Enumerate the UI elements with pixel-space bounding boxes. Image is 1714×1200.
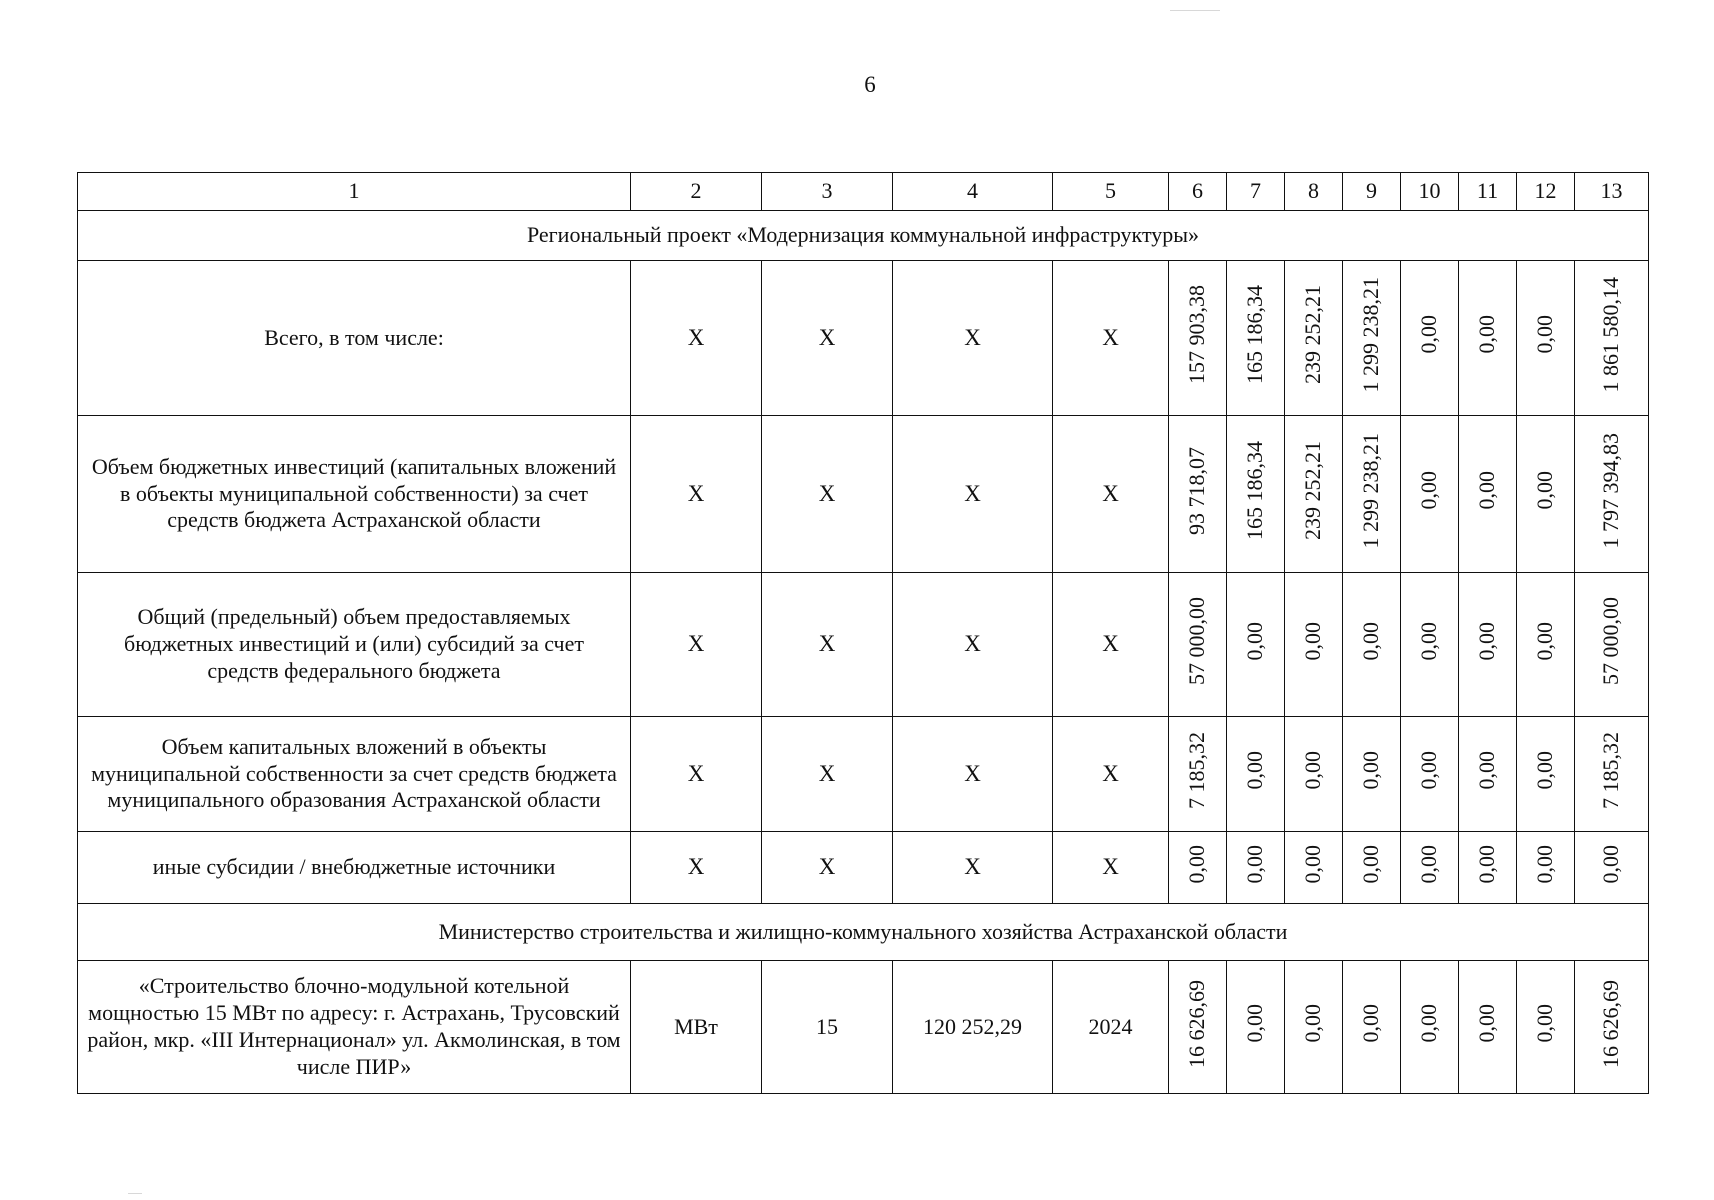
value-cell (1169, 717, 1227, 832)
value-text: 0,00 (1474, 471, 1500, 510)
value-text: 0,00 (1358, 1004, 1384, 1043)
value-text: 165 186,34 (1242, 441, 1268, 541)
value-cell (1285, 573, 1343, 717)
value-cell (1459, 573, 1517, 717)
value-cell (1169, 416, 1227, 573)
value-cell (1401, 961, 1459, 1094)
value-cell (1401, 573, 1459, 717)
scan-mark-bottom (128, 1193, 142, 1194)
value-text: 1 861 580,14 (1598, 276, 1624, 393)
column-number-row (78, 173, 1649, 211)
col-number-header: 12 (1517, 173, 1575, 211)
cell-capacity: 15 (762, 961, 893, 1094)
table-row (78, 832, 1649, 904)
value-text: 0,00 (1300, 751, 1326, 790)
section-title: Министерство строительства и жилищно-коммунального хозяйства Астраханской области (78, 904, 1649, 961)
value-cell (1575, 573, 1649, 717)
col-number-header: 3 (762, 173, 893, 211)
value-text: 0,00 (1300, 1004, 1326, 1043)
table-row (78, 416, 1649, 573)
value-cell (1575, 416, 1649, 573)
value-text: 57 000,00 (1598, 597, 1624, 686)
value-text: 16 626,69 (1184, 979, 1210, 1068)
col-number-header: 9 (1343, 173, 1401, 211)
value-cell (1169, 261, 1227, 416)
value-cell (1227, 573, 1285, 717)
value-cell (1517, 416, 1575, 573)
value-text: 0,00 (1532, 844, 1558, 884)
value-cell (1285, 832, 1343, 904)
section-title: Региональный проект «Модернизация коммунальной инфраструктуры» (78, 211, 1649, 261)
value-cell (1459, 261, 1517, 416)
value-cell (1343, 416, 1401, 573)
cell-capacity: Х (762, 416, 893, 573)
value-text: 0,00 (1184, 844, 1210, 884)
section-header-row (78, 904, 1649, 961)
value-text: 7 185,32 (1184, 732, 1210, 810)
value-cell (1285, 717, 1343, 832)
col-number-header: 6 (1169, 173, 1227, 211)
value-cell (1227, 832, 1285, 904)
value-text: 0,00 (1474, 844, 1500, 884)
row-label: Объем бюджетных инвестиций (капитальных вложений в объекты муниципальной собственности) за счет средств бюджета Астраханской области (78, 416, 631, 573)
value-cell (1575, 717, 1649, 832)
value-cell (1459, 832, 1517, 904)
value-text: 0,00 (1474, 1004, 1500, 1043)
col-number-header: 8 (1285, 173, 1343, 211)
value-text: 165 186,34 (1242, 285, 1268, 385)
cell-capacity: Х (762, 832, 893, 904)
value-cell (1459, 961, 1517, 1094)
value-cell (1517, 832, 1575, 904)
value-cell (1401, 717, 1459, 832)
cell-year: Х (1053, 832, 1169, 904)
value-cell (1169, 832, 1227, 904)
col-number-header: 1 (78, 173, 631, 211)
cell-cost: Х (893, 416, 1053, 573)
value-text: 16 626,69 (1598, 979, 1624, 1068)
table-row (78, 261, 1649, 416)
value-text: 0,00 (1598, 844, 1624, 884)
value-text: 0,00 (1532, 751, 1558, 790)
cell-unit: Х (631, 573, 762, 717)
value-cell (1459, 416, 1517, 573)
cell-cost: Х (893, 261, 1053, 416)
value-text: 0,00 (1358, 844, 1384, 884)
value-cell (1343, 261, 1401, 416)
value-text: 239 252,21 (1300, 441, 1326, 541)
value-text: 157 903,38 (1184, 285, 1210, 385)
value-text: 0,00 (1242, 1004, 1268, 1043)
value-text: 0,00 (1416, 315, 1442, 354)
value-text: 93 718,07 (1184, 446, 1210, 535)
cell-year: Х (1053, 261, 1169, 416)
cell-year: Х (1053, 416, 1169, 573)
table-row (78, 961, 1649, 1094)
row-label: «Строительство блочно-модульной котельной мощностью 15 МВт по адресу: г. Астрахань, Трусовский район, мкр. «III Интернационал» ул. Акмолинская, в том числе ПИР» (78, 961, 631, 1094)
value-text: 57 000,00 (1184, 597, 1210, 686)
col-number-header: 10 (1401, 173, 1459, 211)
value-cell (1401, 832, 1459, 904)
cell-cost: Х (893, 573, 1053, 717)
col-number-header: 4 (893, 173, 1053, 211)
value-cell (1517, 573, 1575, 717)
col-number-header: 2 (631, 173, 762, 211)
value-cell (1401, 261, 1459, 416)
value-text: 0,00 (1416, 1004, 1442, 1043)
value-text: 0,00 (1242, 751, 1268, 790)
value-cell (1459, 717, 1517, 832)
value-cell (1227, 416, 1285, 573)
value-cell (1227, 961, 1285, 1094)
value-cell (1285, 416, 1343, 573)
col-number-header: 11 (1459, 173, 1517, 211)
section-header-row (78, 211, 1649, 261)
value-cell (1517, 261, 1575, 416)
value-text: 239 252,21 (1300, 285, 1326, 385)
value-text: 0,00 (1416, 471, 1442, 510)
cell-year: Х (1053, 573, 1169, 717)
value-text: 0,00 (1300, 844, 1326, 884)
value-text: 0,00 (1416, 621, 1442, 661)
col-number-header: 13 (1575, 173, 1649, 211)
value-cell (1575, 261, 1649, 416)
cell-capacity: Х (762, 573, 893, 717)
value-cell (1343, 832, 1401, 904)
value-cell (1343, 573, 1401, 717)
value-text: 0,00 (1358, 751, 1384, 790)
page-number: 6 (864, 72, 876, 97)
cell-year: 2024 (1053, 961, 1169, 1094)
value-text: 0,00 (1242, 844, 1268, 884)
value-text: 0,00 (1532, 471, 1558, 510)
value-text: 0,00 (1474, 621, 1500, 661)
value-cell (1575, 961, 1649, 1094)
value-cell (1401, 416, 1459, 573)
col-number-header: 7 (1227, 173, 1285, 211)
value-cell (1343, 717, 1401, 832)
value-cell (1285, 261, 1343, 416)
table-row (78, 717, 1649, 832)
value-text: 0,00 (1532, 621, 1558, 661)
row-label: иные субсидии / внебюджетные источники (78, 832, 631, 904)
value-cell (1169, 573, 1227, 717)
cell-cost: 120 252,29 (893, 961, 1053, 1094)
cell-unit: Х (631, 717, 762, 832)
cell-cost: Х (893, 832, 1053, 904)
value-text: 0,00 (1300, 621, 1326, 661)
value-text: 0,00 (1532, 315, 1558, 354)
value-text: 0,00 (1532, 1004, 1558, 1043)
value-text: 0,00 (1474, 315, 1500, 354)
value-text: 0,00 (1242, 621, 1268, 661)
cell-capacity: Х (762, 261, 893, 416)
value-cell (1575, 832, 1649, 904)
row-label: Всего, в том числе: (78, 261, 631, 416)
value-text: 0,00 (1416, 844, 1442, 884)
value-cell (1343, 961, 1401, 1094)
cell-cost: Х (893, 717, 1053, 832)
scan-mark-top (1170, 10, 1220, 11)
value-cell (1227, 261, 1285, 416)
row-label: Объем капитальных вложений в объекты муниципальной собственности за счет средств бюджета муниципального образования Астраханской области (78, 717, 631, 832)
cell-unit: Х (631, 261, 762, 416)
table-row (78, 573, 1649, 717)
value-text: 0,00 (1474, 751, 1500, 790)
cell-year: Х (1053, 717, 1169, 832)
cell-unit: Х (631, 832, 762, 904)
cell-unit: МВт (631, 961, 762, 1094)
cell-capacity: Х (762, 717, 893, 832)
row-label: Общий (предельный) объем предоставляемых бюджетных инвестиций и (или) субсидий за счет средств федерального бюджета (78, 573, 631, 717)
value-text: 1 299 238,21 (1358, 432, 1384, 549)
value-text: 0,00 (1358, 621, 1384, 661)
value-cell (1517, 717, 1575, 832)
value-text: 7 185,32 (1598, 732, 1624, 810)
value-cell (1285, 961, 1343, 1094)
value-text: 1 797 394,83 (1598, 432, 1624, 549)
value-cell (1227, 717, 1285, 832)
value-cell (1169, 961, 1227, 1094)
cell-unit: Х (631, 416, 762, 573)
col-number-header: 5 (1053, 173, 1169, 211)
value-cell (1517, 961, 1575, 1094)
budget-table (77, 172, 1649, 1094)
value-text: 1 299 238,21 (1358, 276, 1384, 393)
value-text: 0,00 (1416, 751, 1442, 790)
